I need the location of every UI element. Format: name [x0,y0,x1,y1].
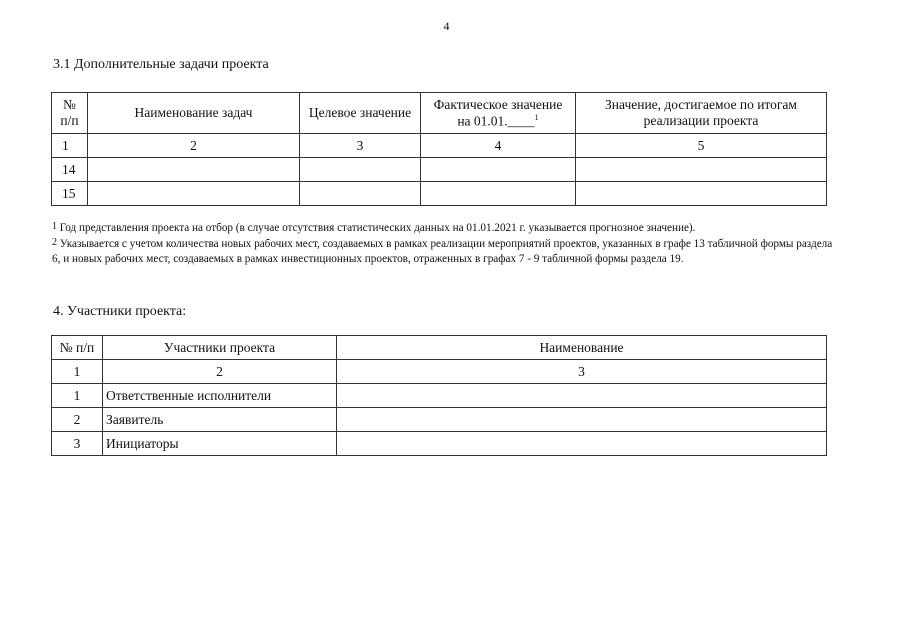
table-cell: 3 [52,432,103,456]
table-cell [337,432,827,456]
table-cell: 2 [88,134,300,158]
table-cell: 14 [52,158,88,182]
table-cell [421,158,576,182]
table-cell [300,182,421,206]
header-cell-target-value: Целевое значение [300,93,421,134]
header-cell-name: Наименование [337,336,827,360]
footnote-mark: 1 [534,112,539,122]
section-heading-participants: 4. Участники проекта: [53,304,187,319]
footnote-2: 2 Указывается с учетом количества новых рабочих мест, создаваемых в рамках реализации мероприятий проектов, указанных в графе 13 табличной формы раздела 6, и новых рабочих мест, создаваемых в рамках инвестиционных проектов, отраженных в графах 7 - 9 табличной формы раздела 19. [52,237,833,266]
table-row [52,158,827,182]
table-cell: 3 [337,360,827,384]
table-cell: 2 [103,360,337,384]
table-cell [576,158,827,182]
footnote-1: 1 Год представления проекта на отбор (в случае отсутствия статистических данных на 01.01.2021 г. указывается прогнозное значение). [52,221,696,234]
table-cell: 15 [52,182,88,206]
table-cell: 1 [52,360,103,384]
section-heading-additional-tasks: 3.1 Дополнительные задачи проекта [53,57,269,72]
table-row [52,408,827,432]
table-cell [421,182,576,206]
page-number: 4 [443,19,450,33]
table-cell: Ответственные исполнители [103,384,337,408]
table-cell: Инициаторы [103,432,337,456]
table-cell [300,158,421,182]
table-header-row [52,93,827,134]
table-cell: 2 [52,408,103,432]
table-cell: 3 [300,134,421,158]
header-cell-task-name: Наименование задач [88,93,300,134]
table-cell [88,158,300,182]
participants-table [51,335,827,456]
table-cell: 4 [421,134,576,158]
table-cell: 1 [52,384,103,408]
additional-tasks-table [51,92,827,206]
header-cell-actual-value: Фактическое значение на 01.01.____$^1$ [421,93,576,134]
header-cell-participants: Участники проекта [103,336,337,360]
table-cell: 5 [576,134,827,158]
table-cell: 1 [52,134,88,158]
table-row [52,384,827,408]
header-cell-number: № п/п [52,336,103,360]
table-cell [337,384,827,408]
footnotes [52,220,842,267]
header-cell-number: № п/п [52,93,88,134]
table-row [52,182,827,206]
table-cell [576,182,827,206]
table-cell [337,408,827,432]
column-index-row [52,360,827,384]
table-cell: Заявитель [103,408,337,432]
header-cell-result-value: Значение, достигаемое по итогам реализации проекта [576,93,827,134]
table-header-row [52,336,827,360]
table-row [52,432,827,456]
column-index-row [52,134,827,158]
table-cell [88,182,300,206]
